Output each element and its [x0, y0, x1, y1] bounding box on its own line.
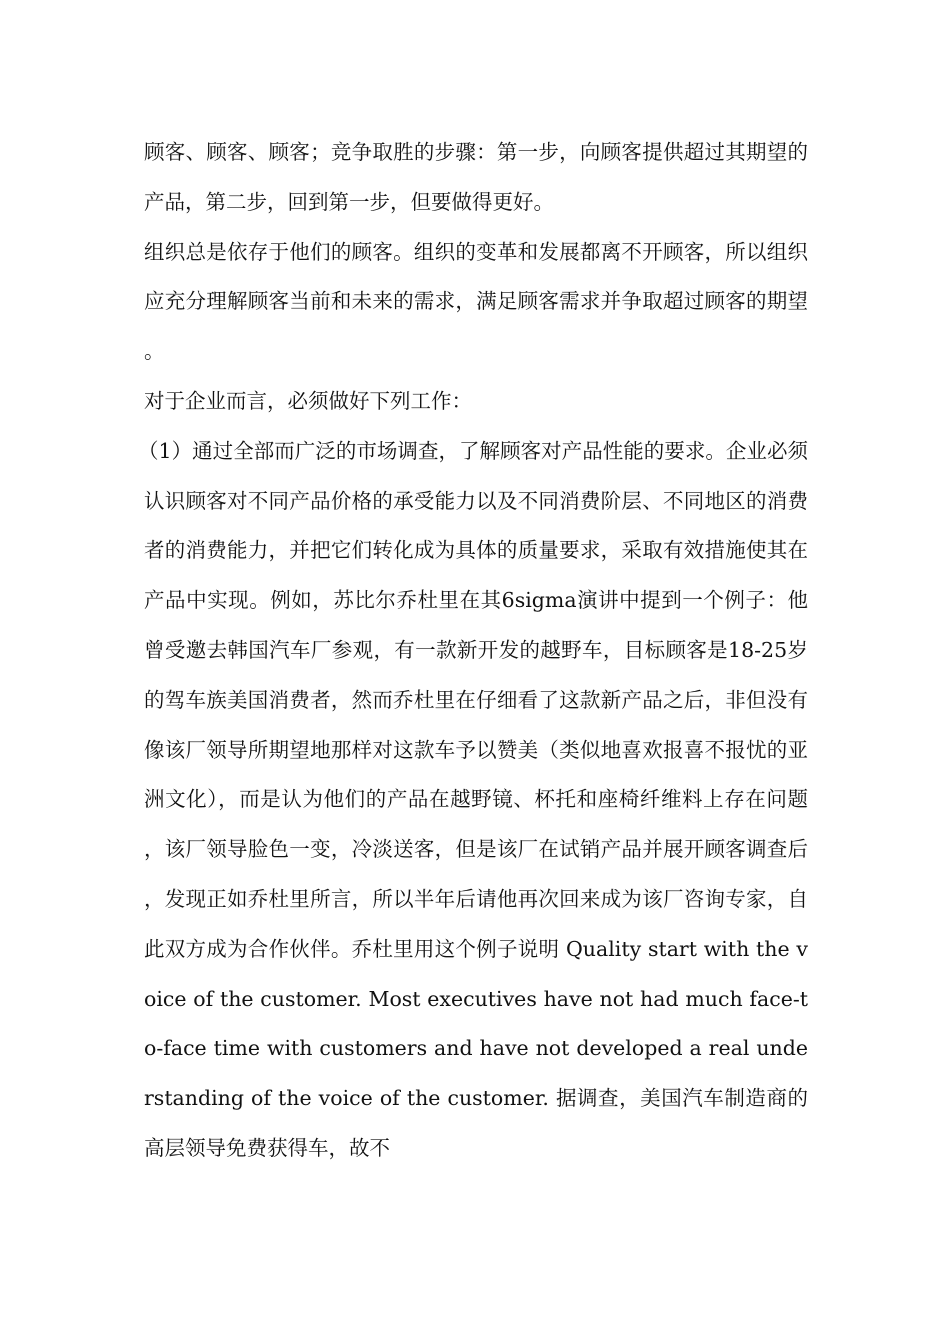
paragraph-organization: 组织总是依存于他们的顾客。组织的变革和发展都离不开顾客，所以组织应充分理解顾客当前和未来的需求，满足顾客需求并争取超过顾客的期望。	[144, 239, 808, 364]
paragraph-enterprise-tasks: 对于企业而言，必须做好下列工作：	[144, 388, 472, 413]
paragraph-customer-steps: 顾客、顾客、顾客；竞争取胜的步骤：第一步，向顾客提供超过其期望的产品，第二步，回到第一步，但要做得更好。	[144, 140, 808, 214]
paragraph-item-1: （1）通过全部而广泛的市场调查，了解顾客对产品性能的要求。企业必须认识顾客对不同产品价格的承受能力以及不同消费阶层、不同地区的消费者的消费能力，并把它们转化成为具体的质量要求，采取有效措施使其在产品中实现。例如，苏比尔乔杜里在其6sigma演讲中提到一个例子：他曾受邀去韩国汽车厂参观，有一款新开发的越野车，目标顾客是18-25岁的驾车族美国消费者，然而乔杜里在仔细看了这款新产品之后，非但没有像该厂领导所期望地那样对这款车予以赞美（类似地喜欢报喜不报忧的亚洲文化），而是认为他们的产品在越野镜、杯托和座椅纤维料上存在问题，该厂领导脸色一变，冷淡送客，但是该厂在试销产品并展开顾客调查后，发现正如乔杜里所言，所以半年后请他再次回来成为该厂咨询专家，自此双方成为合作伙伴。乔杜里用这个例子说明 Quality start with the voice of the customer. Most executives have not had much face-to-face time with customers and have not developed a real understanding of the voice of the customer. 据调查，美国汽车制造商的高层领导免费获得车，故不	[138, 438, 808, 1160]
body-text	[138, 128, 808, 1174]
